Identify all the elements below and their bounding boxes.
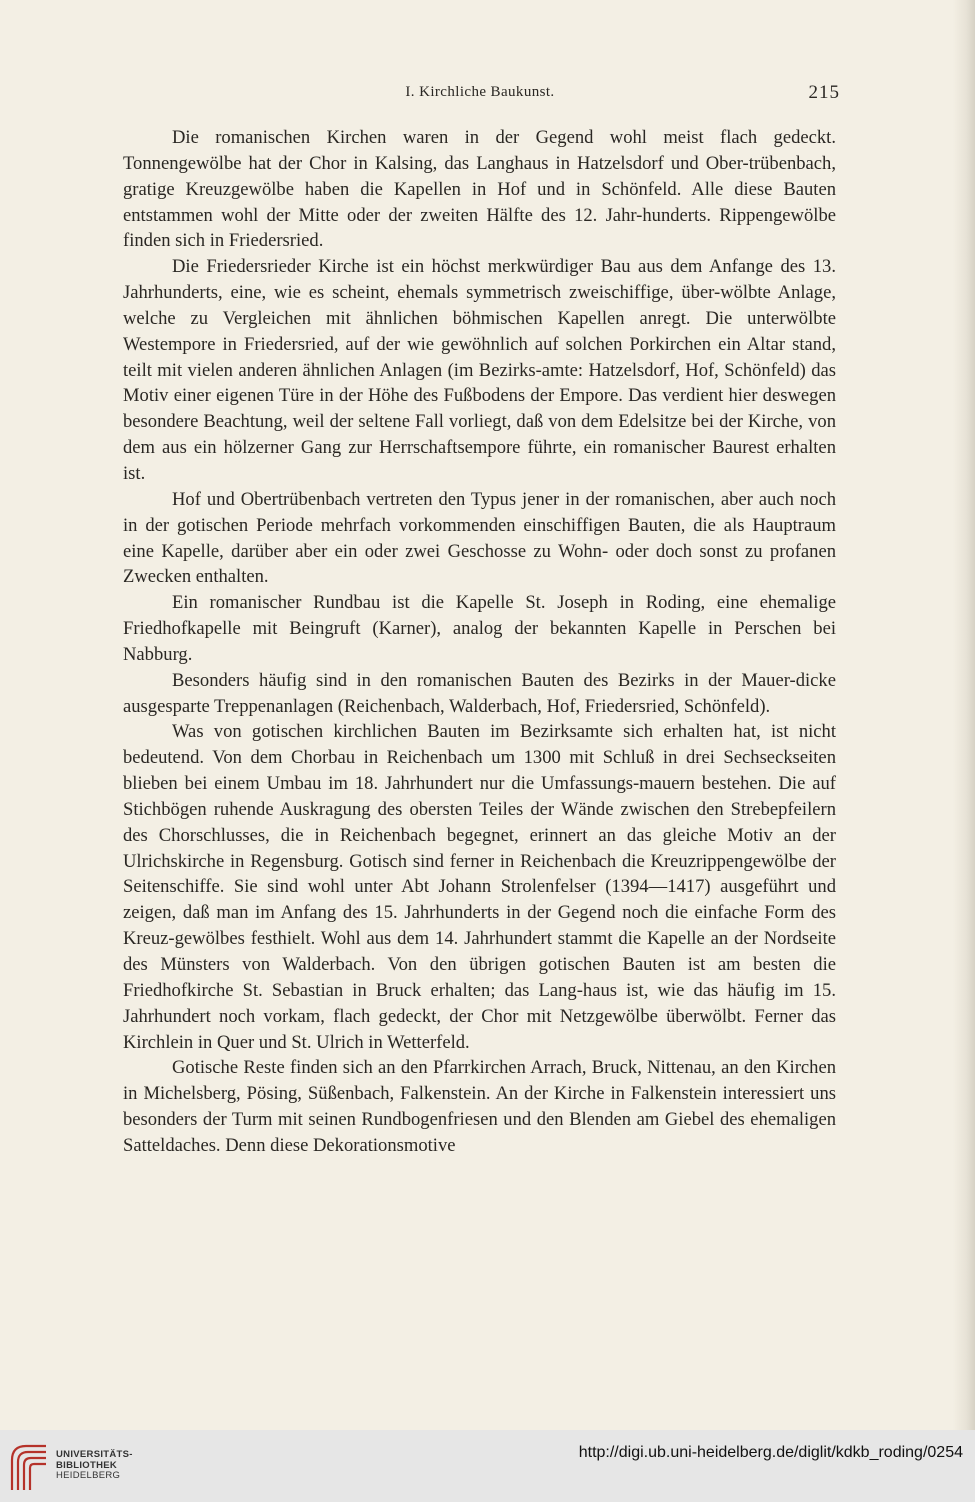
paragraph-1: Die romanischen Kirchen waren in der Gegend wohl meist flach gedeckt. Tonnengewölbe hat der Chor in Kalsing, das Langhaus in Hatzelsdorf und Ober-trübenbach, gratige Kreuzgewölbe haben die Kapellen in Hof und in Schönfeld. Alle diese Bauten entstammen wohl der Mitte oder der zweiten Hälfte des 12. Jahr-hunderts. Rippengewölbe finden sich in Friedersried. bbox=[123, 127, 836, 252]
paragraph-4: Ein romanischer Rundbau ist die Kapelle St. Joseph in Roding, eine ehemalige Friedhofkapelle mit Beingruft (Karner), analog der bekannten Kapelle in Perschen bei Nabburg. bbox=[123, 592, 836, 665]
library-name bbox=[56, 1450, 133, 1482]
library-name-line-1: UNIVERSITÄTS- bbox=[56, 1449, 133, 1460]
paragraph-2: Die Friedersrieder Kirche ist ein höchst merkwürdiger Bau aus dem Anfange des 13. Jahrhunderts, eine, wie es scheint, ehemals symmetrisch zweischiffige, über-wölbte Anlage, welche zu Vergleichen mit ähnlichen böhmischen Kapellen anregt. Die unterwölbte Westempore in Friedersried, auf der wie gewöhnlich auf solchen Porkirchen ein Altar stand, teilt mit vielen anderen ähnlichen Anlagen (im Bezirks-amte: Hatzelsdorf, Hof, Schönfeld) das Motiv einer eigenen Türe in der Höhe des Fußbodens der Empore. Das verdient hier deswegen besondere Beachtung, weil der seltene Fall vorliegt, daß von dem Edelsitze bei der Kirche, von dem aus ein hölzerner Gang zur Herrschaftsempore führte, ein romanischer Baurest erhalten ist. bbox=[123, 256, 836, 484]
source-url-link[interactable]: http://digi.ub.uni-heidelberg.de/diglit/kdkb_roding/0254 bbox=[578, 1444, 963, 1461]
paragraph-3: Hof und Obertrübenbach vertreten den Typus jener in der romanischen, aber auch noch in der gotischen Periode mehrfach vorkommenden einschiffigen Bauten, die als Hauptraum eine Kapelle, darüber aber ein oder zwei Geschosse zu Wohn- oder doch sonst zu profanen Zwecken enthalten. bbox=[123, 488, 836, 588]
library-name-line-2: BIBLIOTHEK bbox=[56, 1459, 118, 1471]
page-edge-shadow bbox=[953, 0, 975, 1430]
running-title: I. Kirchliche Baukunst. bbox=[405, 84, 555, 100]
body-text bbox=[123, 125, 836, 1159]
running-head bbox=[120, 82, 840, 104]
paragraph-5: Besonders häufig sind in den romanischen Bauten des Bezirks in der Mauer-dicke ausgesparte Treppenanlagen (Reichenbach, Walderbach, Hof, Friedersried, Schönfeld). bbox=[123, 669, 836, 717]
library-logo-icon[interactable] bbox=[8, 1440, 50, 1494]
paragraph-7: Gotische Reste finden sich an den Pfarrkirchen Arrach, Bruck, Nittenau, an den Kirchen in Michelsberg, Pösing, Süßenbach, Falkenstein. An der Kirche in Falkenstein interessiert uns besonders der Turm mit seinen Rundbogenfriesen und den Blenden am Giebel des ehemaligen Satteldaches. Denn diese Dekorationsmotive bbox=[123, 1057, 836, 1156]
paragraph-6: Was von gotischen kirchlichen Bauten im Bezirksamte sich erhalten hat, ist nicht bedeutend. Von dem Chorbau in Reichenbach um 1300 mit Schluß in drei Sechseckseiten blieben bei einem Umbau im 18. Jahrhundert nur die Umfassungs-mauern bestehen. Die auf Stichbögen ruhende Auskragung des obersten Teiles der Wände zwischen den Strebepfeilern des Chorschlusses, die in Reichenbach begegnet, erinnert an das gleiche Motiv an der Ulrichskirche in Regensburg. Gotisch sind ferner in Reichenbach die Kreuzrippengewölbe der Seitenschiffe. Sie sind wohl unter Abt Johann Strolenfelser (1394—1417) ausgeführt und zeigen, daß man im Anfang des 15. Jahrhunderts in der Gegend noch die einfache Form des Kreuz-gewölbes festhielt. Wohl aus dem 14. Jahrhundert stammt die Kapelle an der Nordseite des Münsters von Walderbach. Von den übrigen gotischen Bauten ist am besten die Friedhofkirche St. Sebastian in Bruck erhalten; das Lang-haus ist, wie das häufig im 15. Jahrhundert noch vorkam, flach gedeckt, der Chor mit Netzgewölbe überwölbt. Ferner das Kirchlein in Quer und St. Ulrich in Wetterfeld. bbox=[123, 721, 836, 1053]
page-number: 215 bbox=[808, 82, 840, 103]
library-footer bbox=[0, 1430, 975, 1502]
library-name-line-3: HEIDELBERG bbox=[56, 1470, 121, 1481]
